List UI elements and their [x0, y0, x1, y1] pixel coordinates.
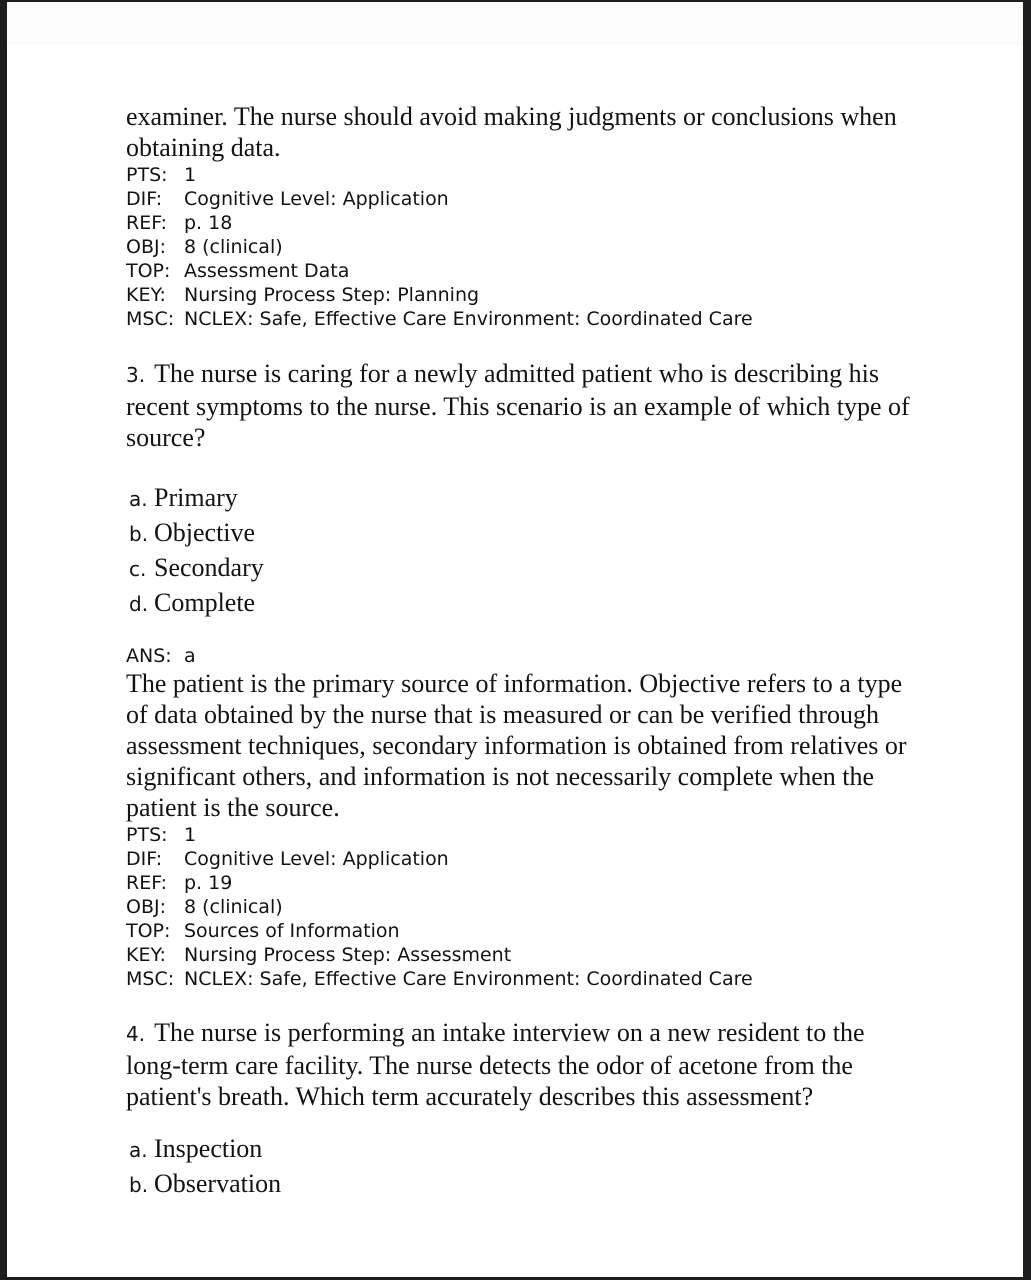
option-row-d	[126, 587, 921, 622]
answer-tag: ANS:	[126, 645, 172, 667]
metadata-tag: TOP:	[126, 920, 171, 942]
option-text: Primary	[154, 483, 238, 512]
q3-metadata-block	[126, 823, 921, 991]
option-text: Secondary	[154, 553, 264, 582]
metadata-row-top	[126, 919, 921, 943]
option-text: Objective	[154, 518, 256, 547]
q2-rationale-continuation: examiner. The nurse should avoid making judgments or conclusions when obtaining data.	[126, 102, 897, 162]
metadata-value: p. 19	[184, 872, 233, 894]
metadata-tag: DIF:	[126, 848, 163, 870]
metadata-row-pts	[126, 823, 921, 847]
option-text: Inspection	[154, 1134, 263, 1163]
metadata-row-dif	[126, 847, 921, 871]
metadata-value: p. 18	[184, 212, 233, 234]
metadata-row-ref	[126, 211, 921, 235]
metadata-row-msc	[126, 967, 921, 991]
metadata-row-ref	[126, 871, 921, 895]
question-3-rationale: The patient is the primary source of information. Objective refers to a type of data obtained by the nurse that is measured or can be verified through assessment techniques, secondary information is obtained from relatives or significant others, and information is not necessarily complete when the patient is the source.	[126, 669, 907, 822]
question-text: The nurse is caring for a newly admitted patient who is describing his recent symptoms to the nurse. This scenario is an example of which type of source?	[126, 359, 910, 452]
q2-metadata-block	[126, 163, 921, 331]
option-letter: a.	[129, 1138, 148, 1162]
metadata-value: NCLEX: Safe, Effective Care Environment: Coordinated Care	[184, 308, 753, 330]
question-3-stem	[126, 358, 921, 453]
metadata-tag: MSC:	[126, 968, 175, 990]
metadata-row-key	[126, 283, 921, 307]
metadata-tag: PTS:	[126, 824, 168, 846]
page-top-scan-band	[7, 2, 1023, 45]
metadata-value: 1	[184, 164, 197, 186]
metadata-row-pts	[126, 163, 921, 187]
option-text: Complete	[154, 588, 256, 617]
metadata-value: Cognitive Level: Application	[184, 188, 449, 210]
option-text: Observation	[154, 1169, 282, 1198]
option-row-b	[126, 517, 921, 552]
metadata-value: Assessment Data	[184, 260, 350, 282]
option-row-b	[126, 1168, 921, 1203]
answer-value: a	[184, 645, 196, 667]
metadata-value: Sources of Information	[184, 920, 400, 942]
metadata-tag: OBJ:	[126, 896, 166, 918]
metadata-tag: TOP:	[126, 260, 171, 282]
metadata-tag: PTS:	[126, 164, 168, 186]
option-letter: d.	[129, 592, 149, 616]
metadata-row-obj	[126, 235, 921, 259]
metadata-row-msc	[126, 307, 921, 331]
option-row-a	[126, 1133, 921, 1168]
metadata-value: 8 (clinical)	[184, 236, 283, 258]
metadata-tag: KEY:	[126, 944, 166, 966]
metadata-tag: DIF:	[126, 188, 163, 210]
question-number: 3.	[126, 363, 146, 387]
question-3-answer	[126, 644, 921, 668]
question-4-options	[126, 1133, 921, 1203]
metadata-value: Cognitive Level: Application	[184, 848, 449, 870]
question-4-stem	[126, 1017, 921, 1112]
viewer-top-edge	[0, 0, 1031, 2]
option-letter: a.	[129, 487, 148, 511]
option-row-a	[126, 482, 921, 517]
metadata-tag: REF:	[126, 872, 168, 894]
option-letter: b.	[129, 1173, 149, 1197]
metadata-tag: MSC:	[126, 308, 175, 330]
viewer-right-edge	[1023, 0, 1031, 1280]
metadata-tag: KEY:	[126, 284, 166, 306]
metadata-value: 8 (clinical)	[184, 896, 283, 918]
question-3-options	[126, 482, 921, 622]
question-text: The nurse is performing an intake interview on a new resident to the long-term care facility. The nurse detects the odor of acetone from the patient's breath. Which term accurately describes this assessment?	[126, 1018, 865, 1111]
option-row-c	[126, 552, 921, 587]
metadata-value: 1	[184, 824, 197, 846]
question-number: 4.	[126, 1022, 146, 1046]
document-page	[126, 101, 921, 1203]
option-letter: b.	[129, 522, 149, 546]
metadata-row-obj	[126, 895, 921, 919]
metadata-row-dif	[126, 187, 921, 211]
metadata-row-key	[126, 943, 921, 967]
option-letter: c.	[129, 557, 147, 581]
viewer-left-edge	[0, 0, 7, 1280]
metadata-value: NCLEX: Safe, Effective Care Environment: Coordinated Care	[184, 968, 753, 990]
metadata-value: Nursing Process Step: Assessment	[184, 944, 512, 966]
metadata-value: Nursing Process Step: Planning	[184, 284, 480, 306]
metadata-row-top	[126, 259, 921, 283]
metadata-tag: OBJ:	[126, 236, 166, 258]
metadata-tag: REF:	[126, 212, 168, 234]
